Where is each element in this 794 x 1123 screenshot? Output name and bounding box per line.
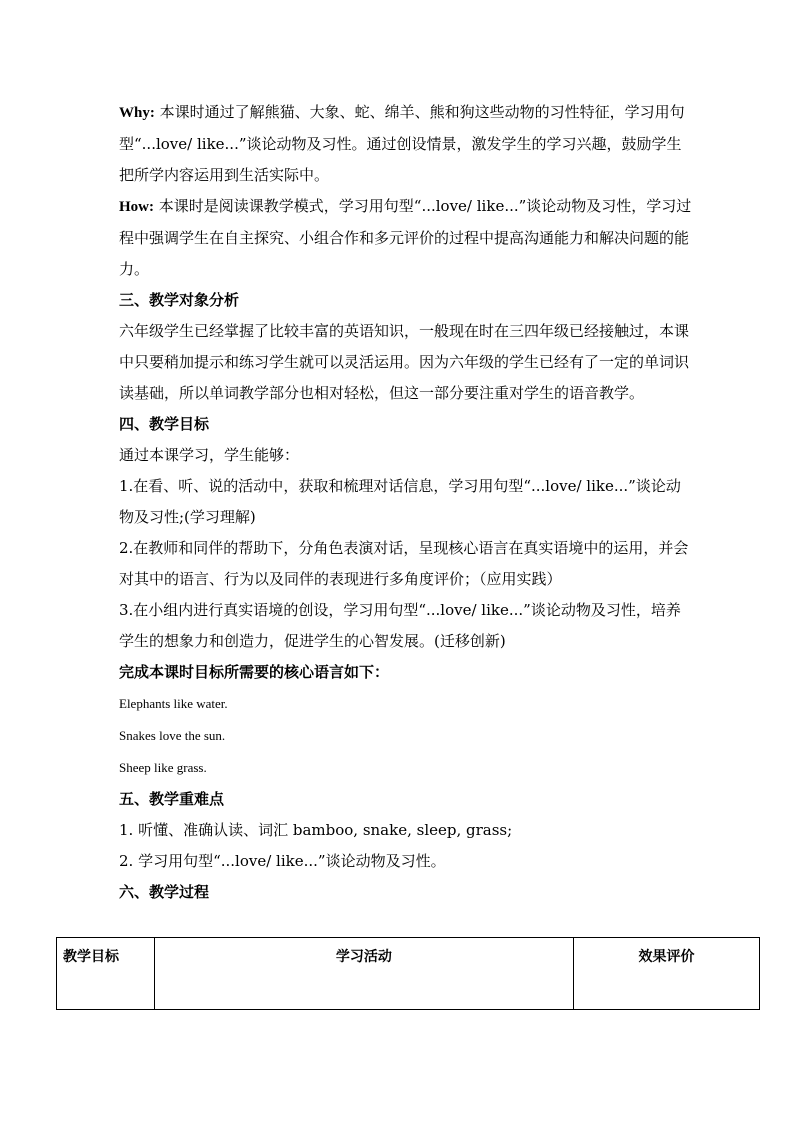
document-content [119,97,694,908]
goal-3: 3.在小组内进行真实语境的创设，学习用句型“...love/ like...”谈论动物及习性，培养学生的想象力和创造力，促进学生的心智发展。(迁移创新) [119,601,681,650]
example-sentence-1: Elephants like water. [119,696,228,711]
table-header-activity: 学习活动 [154,938,573,1010]
goal-1: 1.在看、听、说的活动中，获取和梳理对话信息，学习用句型“...love/ like...”谈论动物及习性;(学习理解) [119,477,681,526]
how-label: How: [119,199,154,215]
teaching-process-table [56,937,760,1010]
section-3-text: 六年级学生已经掌握了比较丰富的英语知识，一般现在时在三四年级已经接触过，本课中只要稍加提示和练习学生就可以灵活运用。因为六年级的学生已经有了一定的单词识读基础，所以单词教学部分也相对轻松，但这一部分要注重对学生的语音教学。 [119,322,690,402]
how-text: 本课时是阅读课教学模式，学习用句型“...love/ like...”谈论动物及习性，学习过程中强调学生在自主探究、小组合作和多元评价的过程中提高沟通能力和解决问题的能力。 [119,197,692,278]
difficulty-1: 1. 听懂、准确认读、词汇 bamboo, snake, sleep, grass; [119,821,513,839]
section-4-intro: 通过本课学习，学生能够： [119,446,300,464]
difficulty-2: 2. 学习用句型“...love/ like...”谈论动物及习性。 [119,852,446,870]
core-language-title: 完成本课时目标所需要的核心语言如下： [119,663,390,681]
table-header-row [57,938,760,1010]
table-header-evaluation: 效果评价 [574,938,760,1010]
table-header-goal: 教学目标 [57,938,155,1010]
section-6-title: 六、教学过程 [119,883,210,901]
teaching-process-table-wrapper [56,937,760,1010]
why-paragraph [119,97,694,191]
example-sentence-3: Sheep like grass. [119,760,207,775]
why-label: Why: [119,105,155,121]
goal-2: 2.在教师和同伴的帮助下，分角色表演对话，呈现核心语言在真实语境中的运用，并会对其中的语言、行为以及同伴的表现进行多角度评价；（应用实践） [119,539,689,588]
section-5-title: 五、教学重难点 [119,790,225,808]
section-3-title: 三、教学对象分析 [119,291,240,309]
how-paragraph [119,191,694,285]
why-text: 本课时通过了解熊猫、大象、蛇、绵羊、熊和狗这些动物的习性特征，学习用句型“...love/ like...”谈论动物及习性。通过创设情景，激发学生的学习兴趣，鼓励学生把所学内容运用到生活实际中。 [119,103,685,184]
section-4-title: 四、教学目标 [119,415,210,433]
example-sentence-2: Snakes love the sun. [119,728,226,743]
